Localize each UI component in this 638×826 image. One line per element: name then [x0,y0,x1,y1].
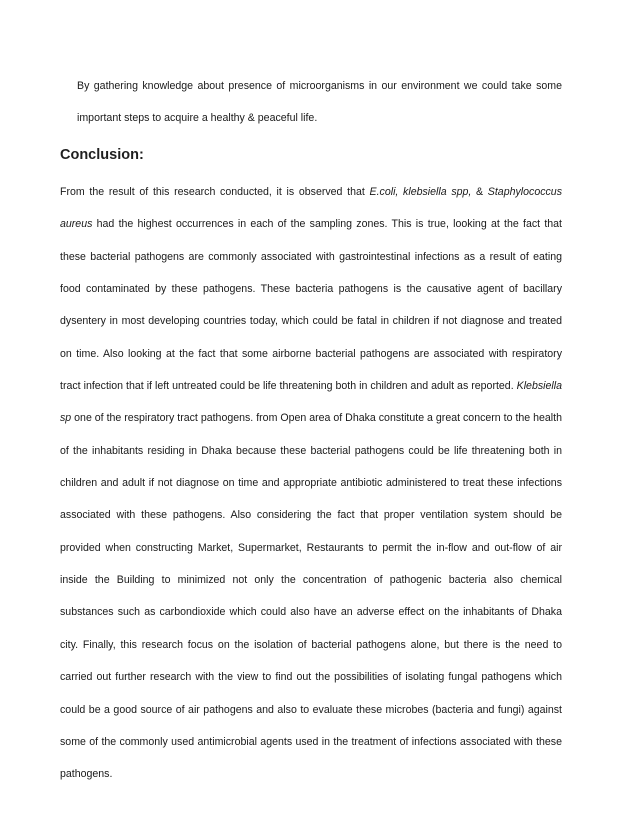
conclusion-paragraph [60,176,562,791]
text-segment: From the result of this research conducted, it is observed that [60,186,370,198]
text-segment: one of the respiratory tract pathogens. from Open area of Dhaka constitute a great concern to the health of the inhabitants residing in Dhaka because these bacterial pathogens could be life threatening both in children and adult if not diagnose on time and appropriate antibiotic administered to treat these infections associated with these pathogens. Also considering the fact that proper ventilation system should be provided when constructing Market, Supermarket, Restaurants to permit the in-flow and out-flow of air inside the Building to minimized not only the concentration of pathogenic bacteria also chemical substances such as carbondioxide which could also have an adverse effect on the inhabitants of Dhaka city. Finally, this research focus on the isolation of bacterial pathogens alone, but there is the need to carried out further research with the view to find out the possibilities of isolating fungal pathogens which could be a good source of air pathogens and also to evaluate these microbes (bacteria and fungi) against some of the commonly used antimicrobial agents used in the treatment of infections associated with these pathogens. [60,412,562,781]
intro-paragraph: By gathering knowledge about presence of microorganisms in our environment we could take some important steps to acquire a healthy & peaceful life. [77,80,562,124]
italic-species-name: Staphylococcus aureus [60,186,562,231]
italic-species-name: Klebsiella sp [60,380,562,425]
italic-species-name: E.coli, klebsiella spp, [369,186,472,198]
conclusion-heading: Conclusion: [60,147,144,163]
conclusion-text [60,176,562,791]
text-segment: & [471,186,488,198]
text-segment: had the highest occurrences in each of the sampling zones. This is true, looking at the fact that these bacterial pathogens are commonly associated with gastrointestinal infections as a result of eating food contaminated by these pathogens. These bacteria pathogens is the causative agent of bacillary dysentery in most developing countries today, which could be fatal in children if not diagnose and treated on time. Also looking at the fact that some airborne bacterial pathogens are associated with respiratory tract infection that if left untreated could be life threatening both in children and adult as reported. [60,218,562,393]
